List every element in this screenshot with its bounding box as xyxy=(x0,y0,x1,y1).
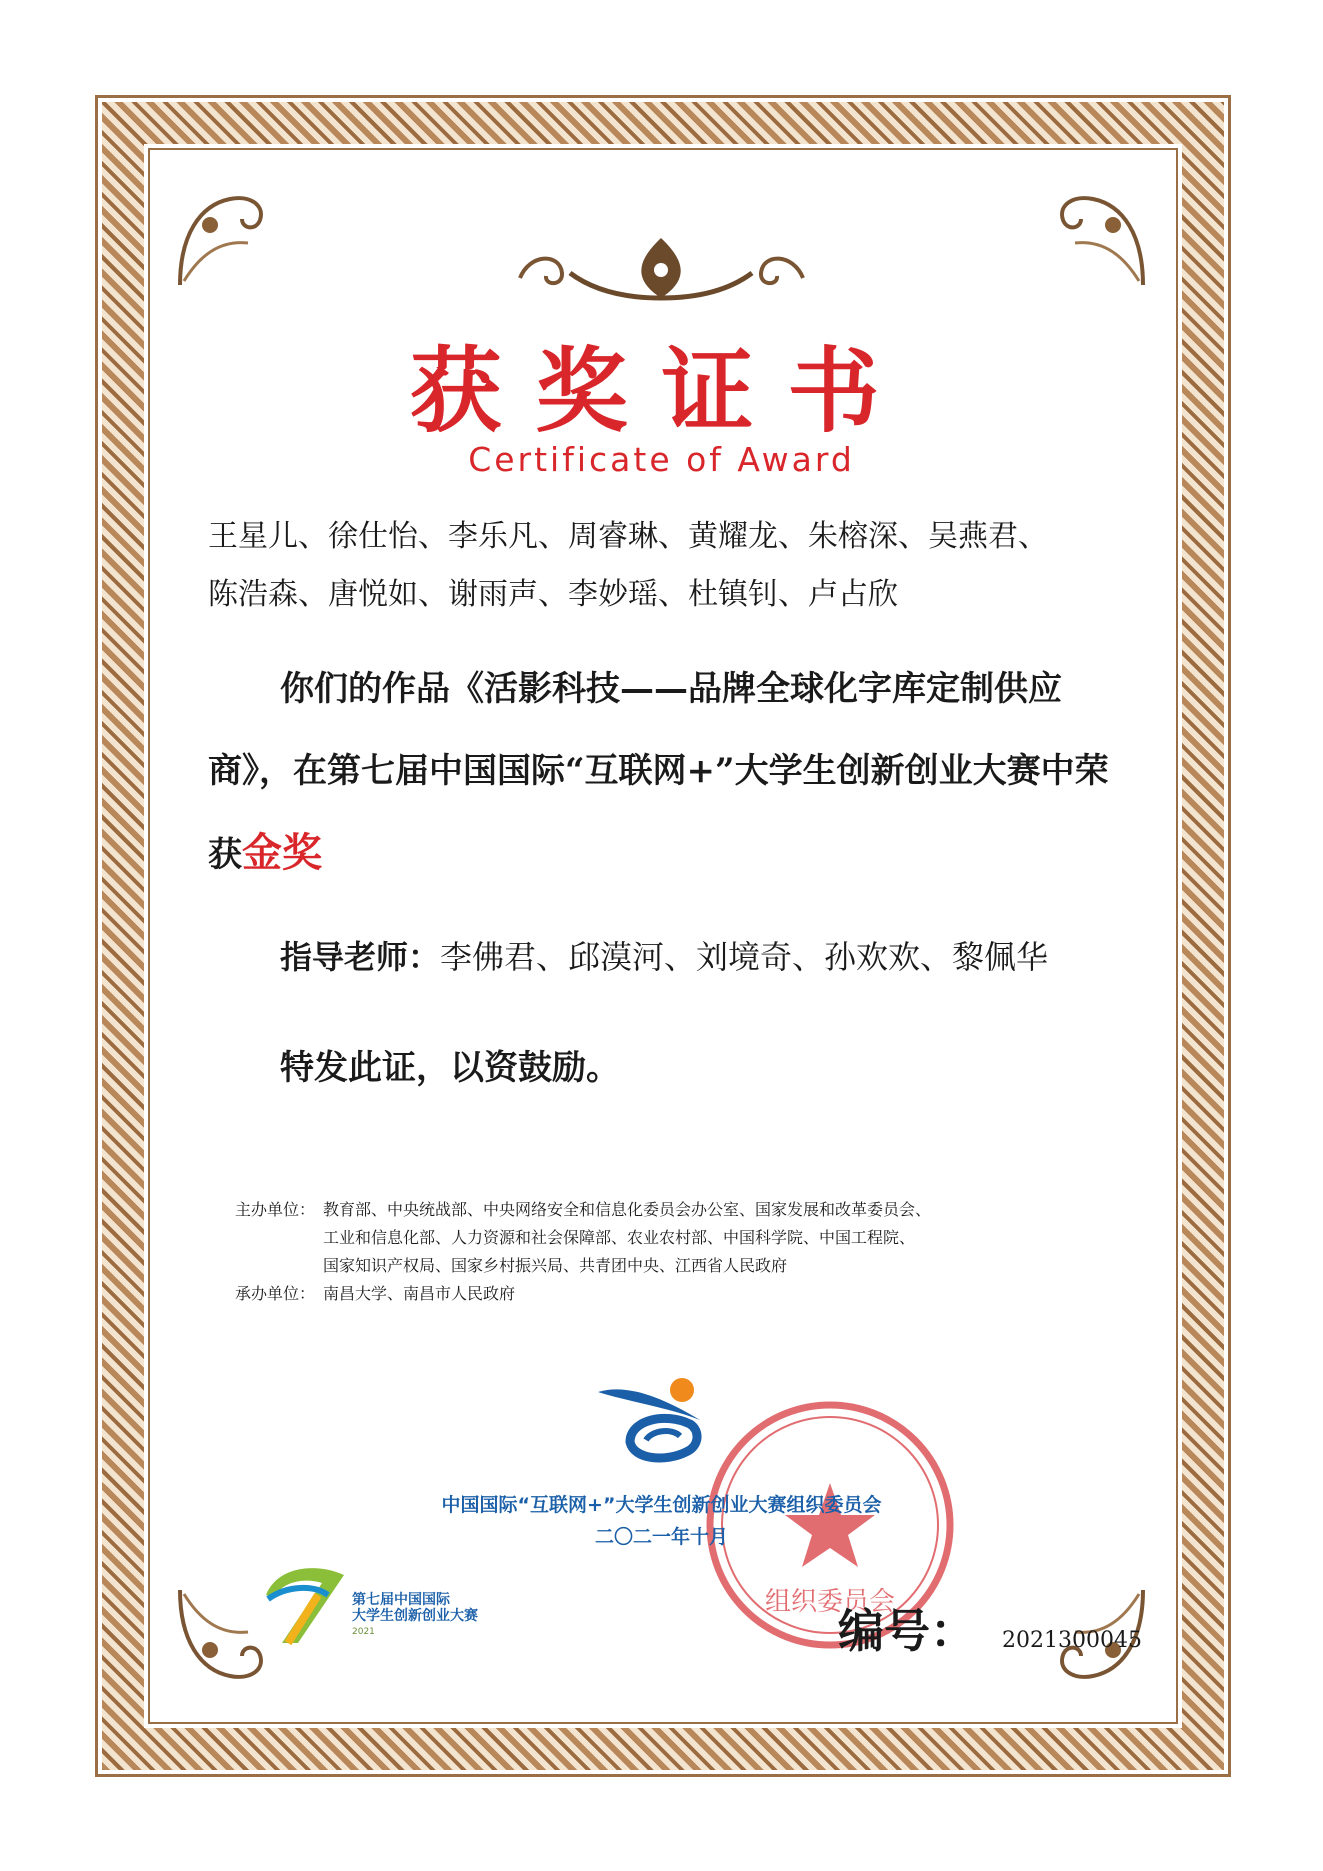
award-statement xyxy=(208,648,1128,896)
svg-text:组织委员会: 组织委员会 xyxy=(764,1587,896,1617)
recipient-line-2: 陈浩森、唐悦如、谢雨声、李妙瑶、杜镇钊、卢占欣 xyxy=(208,577,898,612)
host-line-2: 工业和信息化部、人力资源和社会保障部、农业农村部、中国科学院、中国工程院、 xyxy=(323,1228,916,1247)
host-label: 主办单位： xyxy=(235,1200,316,1219)
issue-date: 二〇二一年十月 xyxy=(594,1526,728,1548)
corner-ornament-top-right xyxy=(1043,185,1153,295)
serial-number xyxy=(838,1595,1142,1661)
serial-value: 2021300045 xyxy=(1002,1628,1142,1653)
certificate-subtitle: Certificate of Award xyxy=(468,440,855,479)
competition-logo-text xyxy=(352,1592,478,1640)
competition-logo-line-1: 第七届中国国际 xyxy=(352,1592,450,1608)
recipient-names xyxy=(208,508,1128,624)
closing-statement: 特发此证，以资鼓励。 xyxy=(280,1048,620,1088)
advisors-names: 李佛君、邱漠河、刘境奇、孙欢欢、黎佩华 xyxy=(440,938,1049,976)
award-level: 金奖 xyxy=(242,829,322,876)
organizing-committee: 中国国际“互联网+”大学生创新创业大赛组织委员会 xyxy=(441,1494,882,1516)
competition-logo-year: 2021 xyxy=(352,1627,375,1637)
host-line-3: 国家知识产权局、国家乡村振兴局、共青团中央、江西省人民政府 xyxy=(323,1256,788,1275)
award-statement-text: 你们的作品《活影科技——品牌全球化字库定制供应商》，在第七届中国国际“互联网+”大学生创新创业大赛中荣获 xyxy=(208,669,1109,875)
recipient-line-1: 王星儿、徐仕怡、李乐凡、周睿琳、黄耀龙、朱榕深、吴燕君、 xyxy=(208,519,1048,554)
undertaker-label: 承办单位： xyxy=(235,1284,316,1303)
top-center-ornament xyxy=(500,228,823,308)
host-line-1: 教育部、中央统战部、中央网络安全和信息化委员会办公室、国家发展和改革委员会、 xyxy=(323,1200,932,1219)
serial-label: 编号： xyxy=(838,1604,976,1658)
competition-logo-line-2: 大学生创新创业大赛 xyxy=(352,1608,478,1624)
corner-ornament-top-left xyxy=(170,185,280,295)
organizers-block xyxy=(235,1196,1095,1308)
undertaker-text: 南昌大学、南昌市人民政府 xyxy=(323,1284,516,1303)
advisors xyxy=(280,932,1048,978)
certificate-title: 获奖证书 xyxy=(409,337,914,445)
advisors-label: 指导老师： xyxy=(280,938,441,976)
